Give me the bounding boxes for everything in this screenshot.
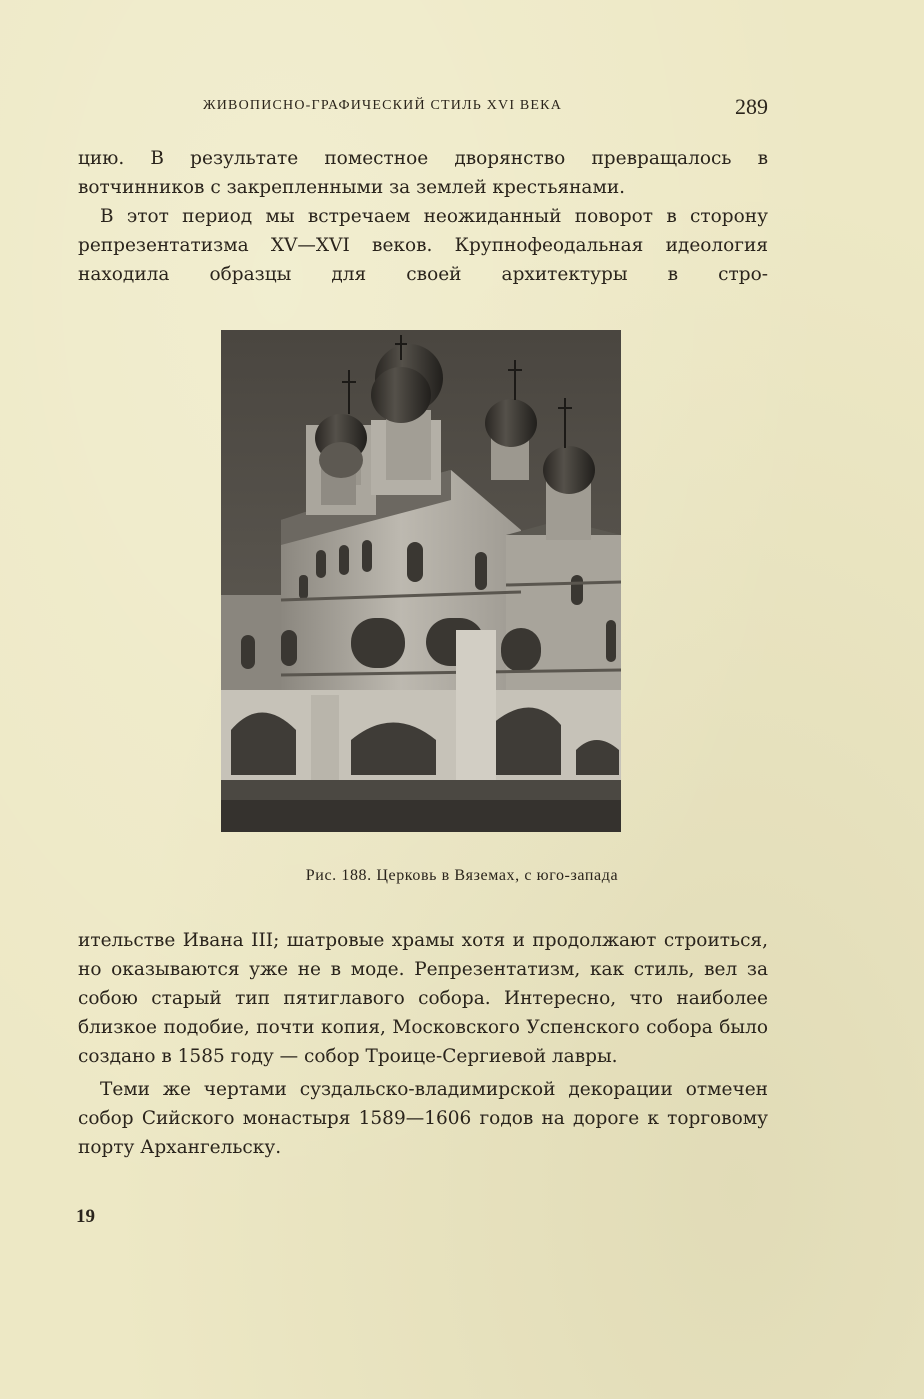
paragraph-continuation: цию. В результате поместное дворянство превращалось в вотчинников с закрепленными за землей крестьянами. (78, 148, 768, 198)
running-title: ЖИВОПИСНО-ГРАФИЧЕСКИЙ СТИЛЬ XVI ВЕКА (203, 98, 563, 113)
page-number: 289 (735, 94, 768, 119)
paragraph-siysky-monastery: Теми же чертами суздальско-владимирской декорации отмечен собор Сийского монастыря 1589—1606 годов на дороге к торговому порту Архангельску. (78, 1079, 768, 1158)
paragraph-ivan-iii: ительстве Ивана III; шатровые храмы хотя и продолжают строиться, но оказываются уже не в моде. Репрезентатизм, как стиль, вел за собою старый тип пятиглавого собора. Интересно, что наиболее близкое подобие, почти копия, Московского Успенского собора было создано в 1585 году — собор Троице-Сергиевой лавры. (78, 930, 768, 1067)
church-photo-drawing (221, 330, 621, 832)
church-photograph (221, 330, 621, 832)
signature-mark: 19 (76, 1206, 95, 1227)
running-head (203, 94, 768, 120)
figure-caption: Рис. 188. Церковь в Вяземах, с юго-запада (305, 867, 619, 884)
top-text-block (78, 144, 768, 289)
paragraph-representatism: В этот период мы встречаем неожиданный поворот в сторону репрезентатизма XV—XVI веков. Крупнофеодальная идеология находила образцы для своей архитектуры в стро- (78, 206, 768, 285)
bottom-text-block (78, 926, 768, 1162)
